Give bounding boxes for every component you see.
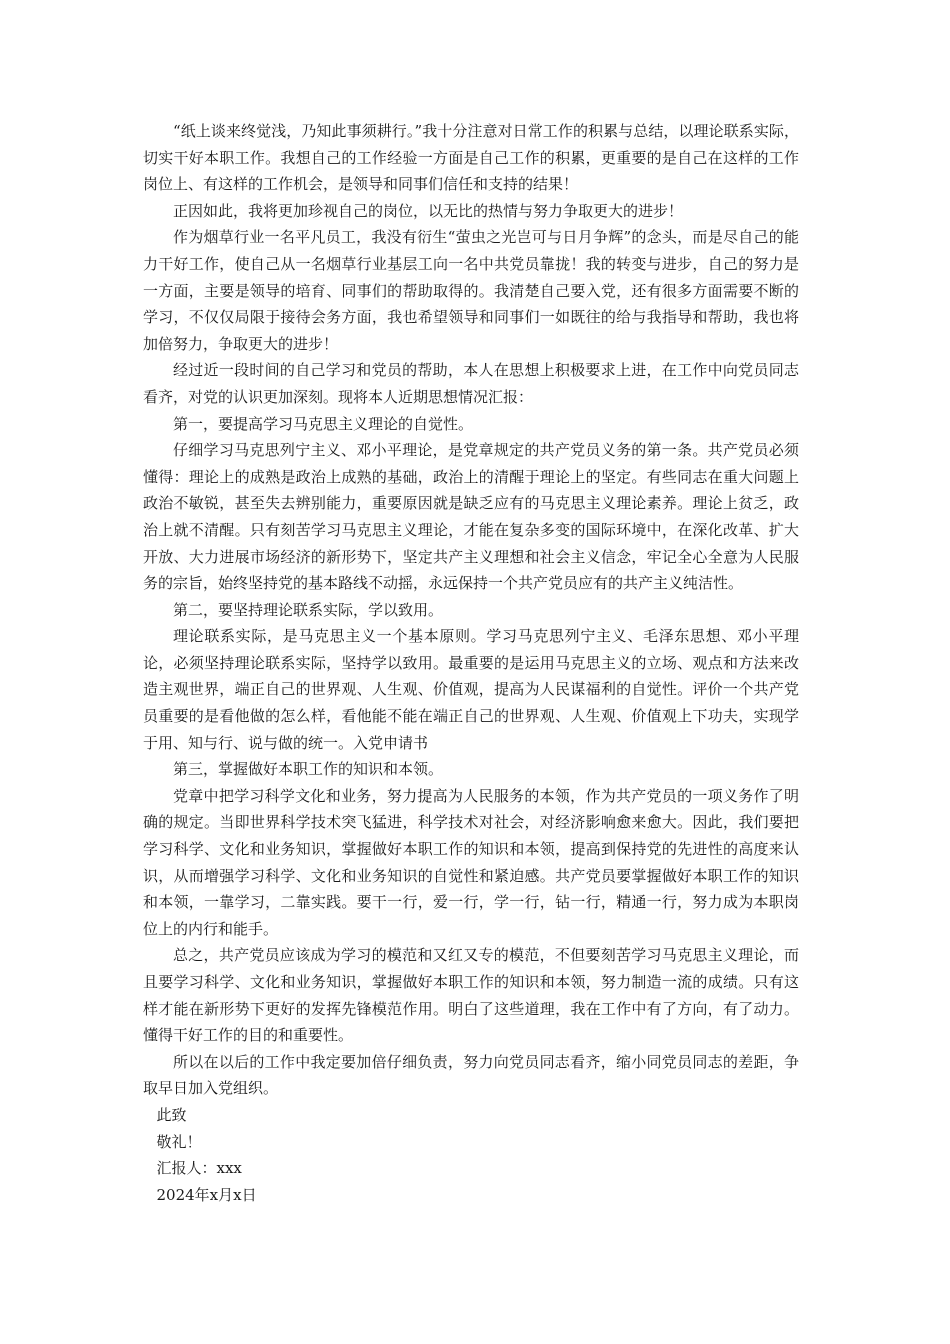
paragraph-7: 党章中把学习科学文化和业务，努力提高为人民服务的本领，作为共产党员的一项义务作了明确的规定。当即世界科学技术突飞猛进，科学技术对社会，对经济影响愈来愈大。因此，我们要把学习科学、文化和业务知识，掌握做好本职工作的知识和本领，提高到保持党的先进性的高度来认识，从而增强学习科学、文化和业务知识的自觉性和紧迫感。共产党员要掌握做好本职工作的知识和本领，一靠学习，二靠实践。要干一行，爱一行，学一行，钻一行，精通一行，努力成为本职岗位上的内行和能手。 [143, 786, 799, 938]
paragraph-8: 总之，共产党员应该成为学习的模范和又红又专的模范，不但要刻苦学习马克思主义理论，而且要学习科学、文化和业务知识，掌握做好本职工作的知识和本领，努力制造一流的成绩。只有这样才能在新形势下更好的发挥先锋模范作用。明白了这些道理，我在工作中有了方向，有了动力。懂得干好工作的目的和重要性。 [143, 946, 799, 1045]
paragraph-5: 仔细学习马克思列宁主义、邓小平理论，是党章规定的共产党员义务的第一条。共产党员必须懂得：理论上的成熟是政治上成熟的基础，政治上的清醒于理论上的坚定。有些同志在重大问题上政治不敏锐，甚至失去辨别能力，重要原因就是缺乏应有的马克思主义理论素养。理论上贫乏，政治上就不清醒。只有刻苦学习马克思主义理论，才能在复杂多变的国际环境中，在深化改革、扩大开放、大力进展市场经济的新形势下，坚定共产主义理想和社会主义信念，牢记全心全意为人民服务的宗旨，始终坚持党的基本路线不动摇，永远保持一个共产党员应有的共产主义纯洁性。 [143, 441, 799, 593]
closing-respect: 敬礼！ [156, 1132, 202, 1151]
paragraph-3: 作为烟草行业一名平凡员工，我没有衍生“萤虫之光岂可与日月争辉”的念头，而是尽自己的能力干好工作，使自己从一名烟草行业基层工向一名中共党员靠拢！我的转变与进步，自己的努力是一方面，主要是领导的培育、同事们的帮助取得的。我清楚自己要入党，还有很多方面需要不断的学习，不仅仅局限于接待会务方面，我也希望领导和同事们一如既往的给与我指导和帮助，我也将加倍努力，争取更大的进步！ [143, 228, 799, 353]
paragraph-4: 经过近一段时间的自己学习和党员的帮助，本人在思想上积极要求上进，在工作中向党员同志看齐，对党的认识更加深刻。现将本人近期思想情况汇报： [143, 361, 799, 406]
section-heading-1: 第一，要提高学习马克思主义理论的自觉性。 [173, 414, 474, 433]
document-body [143, 118, 799, 1208]
paragraph-1: “纸上谈来终觉浅，乃知此事须耕行。”我十分注意对日常工作的积累与总结，以理论联系实际，切实干好本职工作。我想自己的工作经验一方面是自己工作的积累，更重要的是自己在这样的工作岗位上、有这样的工作机会，是领导和同事们信任和支持的结果！ [143, 122, 799, 194]
paragraph-9: 所以在以后的工作中我定要加倍仔细负责，努力向党员同志看齐，缩小同党员同志的差距，争取早日加入党组织。 [143, 1052, 799, 1098]
reporter-line: 汇报人：xxx [156, 1159, 242, 1178]
paragraph-2: 正因如此，我将更加珍视自己的岗位，以无比的热情与努力争取更大的进步！ [173, 201, 684, 220]
date-line: 2024年x月x日 [156, 1185, 257, 1204]
section-heading-2: 第二，要坚持理论联系实际，学以致用。 [173, 600, 444, 619]
section-heading-3: 第三，掌握做好本职工作的知识和本领。 [173, 760, 444, 779]
closing-salutation: 此致 [156, 1105, 187, 1124]
paragraph-6: 理论联系实际，是马克思主义一个基本原则。学习马克思列宁主义、毛泽东思想、邓小平理论，必须坚持理论联系实际，坚持学以致用。最重要的是运用马克思主义的立场、观点和方法来改造主观世界，端正自己的世界观、人生观、价值观，提高为人民谋福利的自觉性。评价一个共产党员重要的是看他做的怎么样，看他能不能在端正自己的世界观、人生观、价值观上下功夫，实现学于用、知与行、说与做的统一。入党申请书 [143, 627, 799, 752]
